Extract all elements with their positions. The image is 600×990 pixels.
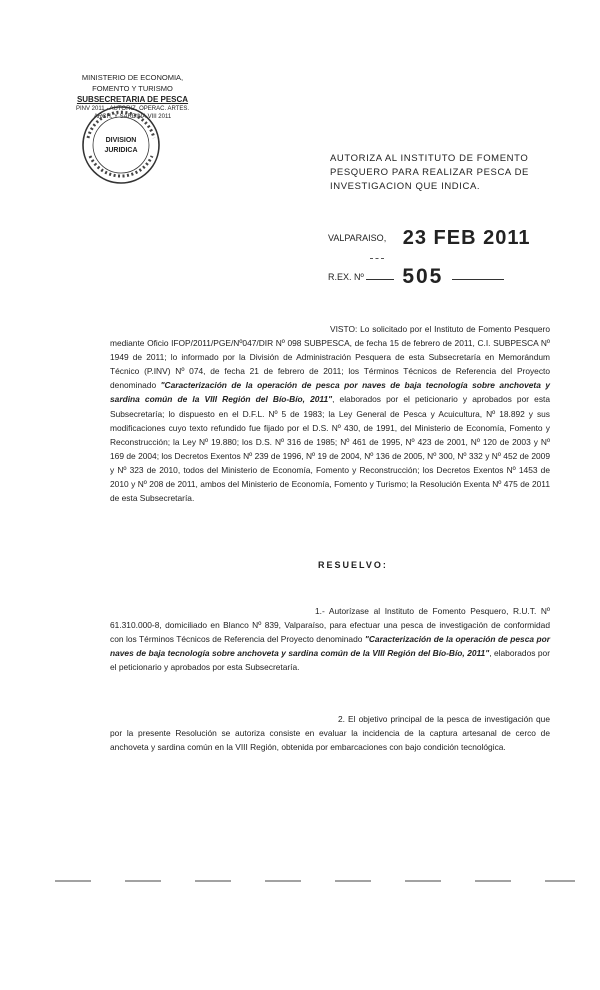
visto-project: "Caracterización de la operación de pesca por naves de baja tecnología sobre anchoveta y sardina común de la VIII Región del Bío-Bío, 2011"	[110, 380, 550, 405]
visto-paragraph	[110, 322, 550, 505]
resolution-number-value: 505	[402, 265, 444, 288]
ministry-line3: SUBSECRETARIA DE PESCA	[76, 95, 189, 104]
ministry-line2: FOMENTO Y TURISMO	[92, 84, 173, 93]
dash-mark	[370, 258, 384, 259]
subject: AUTORIZA AL INSTITUTO DE FOMENTO PESQUERO PARA REALIZAR PESCA DE INVESTIGACION QUE INDICA.	[330, 153, 529, 192]
underline	[366, 279, 394, 280]
svg-text:JURIDICA: JURIDICA	[104, 147, 138, 154]
resuelvo-heading: RESUELVO:	[318, 560, 388, 570]
ministry-line1: MINISTERIO DE ECONOMIA,	[81, 73, 184, 82]
article1-text1: 1.- Autorízase al Instituto de Fomento Pesquero, R.U.T. Nº 61.310.000-8, domiciliado en Blanco Nº 839, Valparaíso, para efectuar una pesca de investigación de conformidad con los Términos Técnicos de Referencia del Proyecto denominado	[110, 606, 550, 645]
dateline	[328, 227, 530, 250]
date-stamp: 23 FEB 2011	[402, 227, 531, 249]
visto-text2: , elaborados por el peticionario y aprobados por esta Subsecretaría; lo dispuesto en el D.F.L. Nº 5 de 1983; la Ley General de Pesca y Acuicultura, Nº 18.892 y sus modificaciones cuyo texto refundido fue fijado por el D.S. Nº 430, de 1991, del Ministerio de Economía, Fomento y Reconstrucción; la Ley Nº 19.880; los D.S. Nº 316 de 1985; Nº 461 de 1995, Nº 423 de 2001, Nº 120 de 2003 y Nº 169 de 2004; los Decretos Exentos Nº 239 de 1996, Nº 19 de 2004, Nº 136 de 2005, Nº 300, Nº 332 y Nº 452 de 2009 y Nº 323 de 2010, todos del Ministerio de Economía, Fomento y Reconstrucción; los Decretos Exentos Nº 1453 de 2010 y Nº 208 de 2011, ambos del Ministerio de Economía, Fomento y Turismo; la Resolución Exenta Nº 475 de 2011 de esta Subsecretaría.	[110, 394, 550, 504]
city: VALPARAISO,	[328, 233, 387, 243]
resolution-prefix: R.EX. Nº	[328, 272, 364, 282]
article-1	[110, 604, 550, 674]
division-juridica-seal	[80, 104, 162, 186]
visto-lead: VISTO:	[330, 324, 358, 334]
article1-project: "Caracterización de la operación de pesca por naves de baja tecnología sobre anchoveta y sardina común de la VIII Región del Bío-Bío, 2011"	[110, 634, 550, 659]
article1-text2: , elaborados por el peticionario y aprobados por esta Subsecretaría.	[110, 648, 550, 673]
underline	[452, 279, 504, 280]
ministry-line5: ARCH. Y SARDINA VIII 2011	[93, 114, 172, 120]
resolution-number	[328, 265, 504, 289]
svg-text:DIVISION: DIVISION	[105, 137, 137, 144]
visto-text1: Lo solicitado por el Instituto de Fomento Pesquero mediante Oficio IFOP/2011/PGE/Nº047/DIR Nº 098 SUBPESCA, de fecha 15 de febrero de 2011, C.I. SUBPESCA Nº 1949 de 2011; lo informado por la División de Administración Pesquera de esta Subsecretaría en Memorándum Técnico (P.INV) Nº 074, de fecha 21 de febrero de 2011; los Términos Técnicos de Referencia del Proyecto denominado	[110, 324, 550, 391]
ministry-line4: PINV 2011 · AUTORIZ. OPERAC. ARTES.	[75, 106, 190, 112]
footer-dashes	[55, 880, 575, 882]
article-2: 2. El objetivo principal de la pesca de investigación que por la presente Resolución se autoriza consiste en evaluar la incidencia de la captura artesanal de cerco de anchoveta y sardina común en la VIII Región, obtenida por embarcaciones con bajo condición tecnológica.	[110, 714, 550, 753]
